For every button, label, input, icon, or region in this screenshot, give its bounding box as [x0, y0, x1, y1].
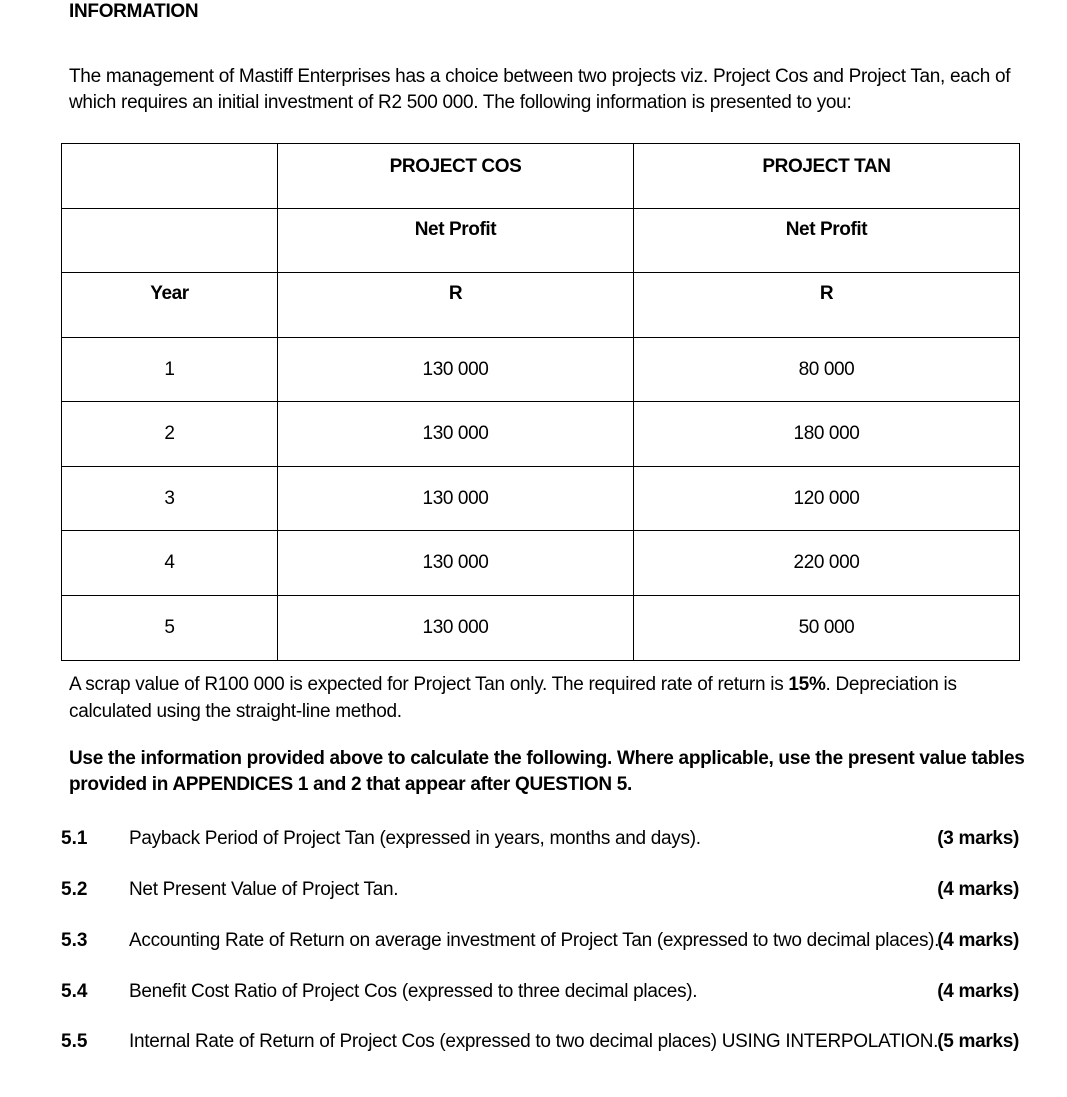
tan-value-cell: 220 000 [634, 531, 1020, 596]
year-header: Year [62, 273, 278, 338]
year-cell: 3 [62, 467, 278, 531]
net-profit-tan-label: Net Profit [634, 209, 1020, 273]
table-header-row [62, 144, 1020, 209]
question-number: 5.2 [61, 879, 88, 900]
cos-value-cell: 130 000 [278, 402, 634, 467]
note-text-after: . Depreciation is calculated using the straight-line method. [69, 674, 957, 722]
question-marks: (4 marks) [937, 930, 1019, 951]
table-row [62, 596, 1020, 661]
question-text: Internal Rate of Return of Project Cos (expressed to two decimal places) USING INTERPOLATION. [129, 1031, 939, 1052]
cos-value-cell: 130 000 [278, 596, 634, 661]
scrap-value-note [69, 671, 1029, 725]
question-number: 5.4 [61, 981, 88, 1002]
year-cell: 2 [62, 402, 278, 467]
net-profit-table [61, 143, 1020, 661]
year-cell: 5 [62, 596, 278, 661]
table-row [62, 402, 1020, 467]
question-number: 5.1 [61, 828, 88, 849]
question-text: Benefit Cost Ratio of Project Cos (expressed to three decimal places). [129, 981, 698, 1002]
note-text-before: A scrap value of R100 000 is expected for Project Tan only. The required rate of return is [69, 674, 789, 695]
question-number: 5.3 [61, 930, 88, 951]
year-cell: 4 [62, 531, 278, 596]
question-5-3 [61, 930, 1019, 956]
table-row [62, 338, 1020, 402]
question-5-1 [61, 828, 1019, 854]
question-text: Accounting Rate of Return on average investment of Project Tan (expressed to two decimal places). [129, 930, 940, 951]
year-cell: 1 [62, 338, 278, 402]
question-marks: (4 marks) [937, 879, 1019, 900]
table-subheader-row [62, 209, 1020, 273]
question-5-5 [61, 1031, 1019, 1057]
empty-cell [62, 144, 278, 209]
table-row [62, 467, 1020, 531]
cos-value-cell: 130 000 [278, 338, 634, 402]
tan-value-cell: 120 000 [634, 467, 1020, 531]
table-units-row [62, 273, 1020, 338]
currency-tan-label: R [634, 273, 1020, 338]
tan-value-cell: 180 000 [634, 402, 1020, 467]
header-project-tan: PROJECT TAN [634, 144, 1020, 209]
section-heading: INFORMATION [69, 1, 199, 22]
tan-value-cell: 50 000 [634, 596, 1020, 661]
question-marks: (4 marks) [937, 981, 1019, 1002]
empty-cell [62, 209, 278, 273]
question-5-2 [61, 879, 1019, 905]
intro-paragraph: The management of Mastiff Enterprises has a choice between two projects viz. Project Cos and Project Tan, each of which requires an initial investment of R2 500 000. The following information is presented to you: [69, 66, 1011, 113]
question-text: Payback Period of Project Tan (expressed in years, months and days). [129, 828, 701, 849]
tan-value-cell: 80 000 [634, 338, 1020, 402]
table-row [62, 531, 1020, 596]
required-rate: 15% [788, 674, 826, 695]
header-project-cos: PROJECT COS [278, 144, 634, 209]
question-marks: (3 marks) [937, 828, 1019, 849]
question-marks: (5 marks) [937, 1031, 1019, 1052]
currency-cos-label: R [278, 273, 634, 338]
cos-value-cell: 130 000 [278, 467, 634, 531]
question-number: 5.5 [61, 1031, 88, 1052]
cos-value-cell: 130 000 [278, 531, 634, 596]
net-profit-cos-label: Net Profit [278, 209, 634, 273]
instruction-paragraph: Use the information provided above to calculate the following. Where applicable, use the present value tables provided in APPENDICES 1 and 2 that appear after QUESTION 5. [69, 748, 1025, 795]
question-text: Net Present Value of Project Tan. [129, 879, 399, 900]
question-5-4 [61, 981, 1019, 1007]
